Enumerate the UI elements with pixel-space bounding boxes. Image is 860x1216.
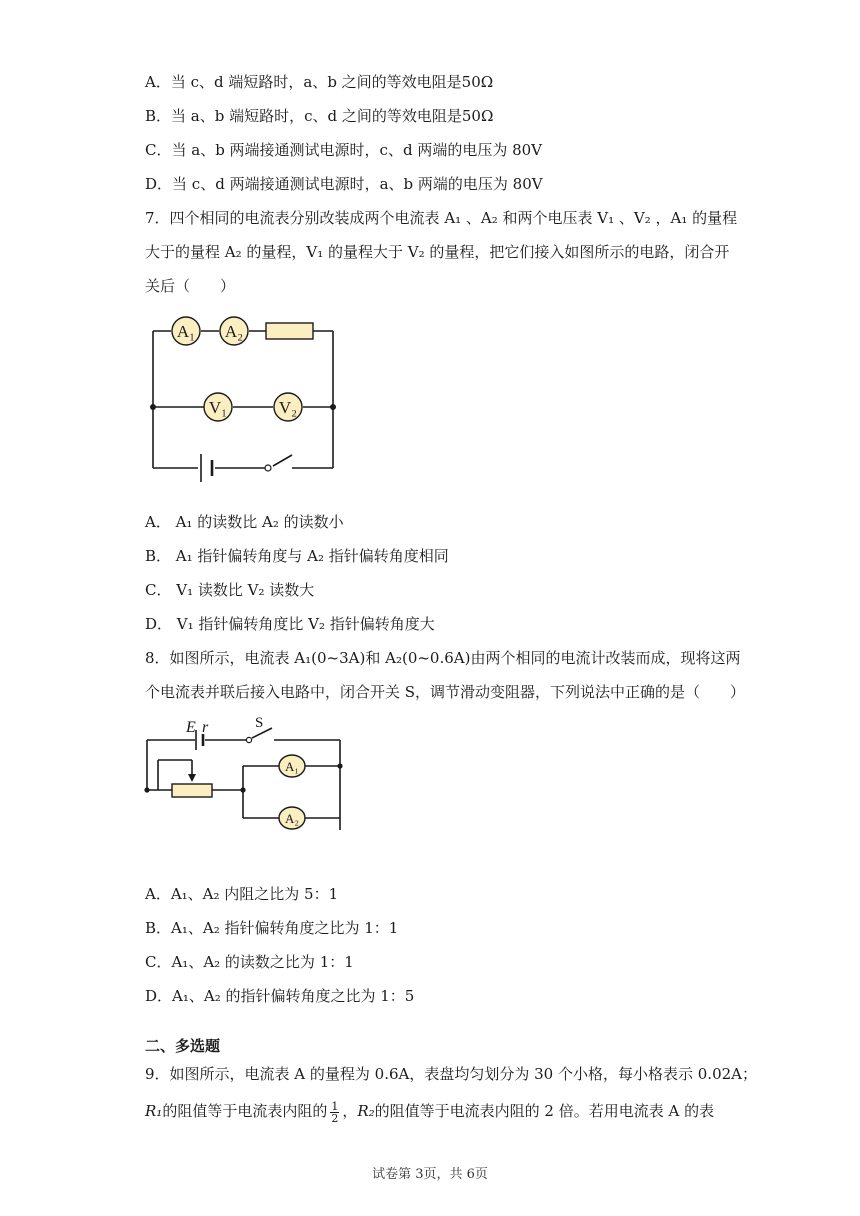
ammeter-a1-icon bbox=[172, 317, 200, 345]
section-heading: 二、多选题 bbox=[145, 1037, 221, 1055]
q7-option-a: A． A₁ 的读数比 A₂ 的读数小 bbox=[145, 513, 344, 531]
q8-option-b: B．A₁、A₂ 指针偏转角度之比为 1：1 bbox=[145, 919, 399, 937]
ammeter-a2-icon bbox=[279, 807, 305, 829]
q9-text-c: 的阻值等于电流表内阻的 2 倍。若用电流表 A 的表 bbox=[374, 1102, 715, 1120]
label-s: S bbox=[255, 715, 264, 731]
label-e: E bbox=[186, 719, 196, 736]
q7-stem-line3: 关后（ ） bbox=[145, 277, 236, 295]
q7-option-d: D． V₁ 指针偏转角度比 V₂ 指针偏转角度大 bbox=[145, 615, 435, 633]
q6-option-b: B．当 a、b 端短路时，c、d 之间的等效电阻是50Ω bbox=[145, 107, 494, 125]
ammeter-a2-icon bbox=[220, 317, 248, 345]
q6-option-a: A．当 c、d 端短路时，a、b 之间的等效电阻是50Ω bbox=[145, 73, 494, 91]
q8-option-c: C．A₁、A₂ 的读数之比为 1：1 bbox=[145, 953, 354, 971]
label-a1: A₁ bbox=[176, 322, 196, 341]
q8-stem-line1: 8．如图所示，电流表 A₁(0~3A)和 A₂(0~0.6A)由两个相同的电流计改装而成，现将这两 bbox=[145, 649, 741, 667]
label-a1: A₁ bbox=[285, 759, 299, 774]
q7-stem-line2: 大于的量程 A₂ 的量程，V₁ 的量程大于 V₂ 的量程，把它们接入如图所示的电路，闭合开 bbox=[145, 243, 730, 261]
q7-option-b: B． A₁ 指针偏转角度与 A₂ 指针偏转角度相同 bbox=[145, 547, 449, 565]
fraction-denominator: 2 bbox=[331, 1111, 339, 1125]
fraction bbox=[330, 1101, 339, 1124]
q7-stem-line1: 7．四个相同的电流表分别改装成两个电流表 A₁ 、A₂ 和两个电压表 V₁ 、V₂ ，A₁ 的量程 bbox=[145, 209, 738, 227]
q7-circuit-diagram bbox=[140, 310, 350, 490]
q9-text-b: ， bbox=[342, 1102, 358, 1120]
q9-stem-line1: 9．如图所示，电流表 A 的量程为 0.6A，表盘均匀划分为 30 个小格，每小格表示 0.02A； bbox=[145, 1065, 757, 1083]
page-footer: 试卷第 3页，共 6页 bbox=[372, 1167, 488, 1182]
rheostat bbox=[172, 784, 212, 797]
q8-stem-line2: 个电流表并联后接入电路中，闭合开关 S，调节滑动变阻器，下列说法中正确的是（ ） bbox=[145, 683, 746, 701]
resistor bbox=[266, 323, 313, 339]
label-r: r bbox=[202, 719, 209, 736]
label-a2: A₂ bbox=[285, 811, 299, 826]
voltmeter-v2-icon bbox=[274, 393, 302, 421]
label-v2: V₂ bbox=[278, 398, 298, 417]
q8-circuit-diagram bbox=[140, 712, 355, 837]
q7-option-c: C． V₁ 读数比 V₂ 读数大 bbox=[145, 581, 315, 599]
q9-stem-line2 bbox=[145, 1098, 714, 1124]
q8-option-d: D．A₁、A₂ 的指针偏转角度之比为 1：5 bbox=[145, 987, 415, 1005]
r2-symbol: R₂ bbox=[357, 1102, 375, 1120]
q8-option-a: A．A₁、A₂ 内阻之比为 5：1 bbox=[145, 885, 339, 903]
q9-text-a: 的阻值等于电流表内阻的 bbox=[162, 1102, 328, 1120]
q6-option-c: C．当 a、b 两端接通测试电源时，c、d 两端的电压为 80V bbox=[145, 141, 543, 159]
label-v1: V₁ bbox=[208, 398, 228, 417]
ammeter-a1-icon bbox=[279, 755, 305, 777]
label-a2: A₂ bbox=[224, 322, 244, 341]
r1-symbol: R₁ bbox=[145, 1102, 163, 1120]
fraction-numerator: 1 bbox=[331, 1099, 339, 1113]
q6-option-d: D．当 c、d 两端接通测试电源时，a、b 两端的电压为 80V bbox=[145, 175, 543, 193]
voltmeter-v1-icon bbox=[204, 393, 232, 421]
